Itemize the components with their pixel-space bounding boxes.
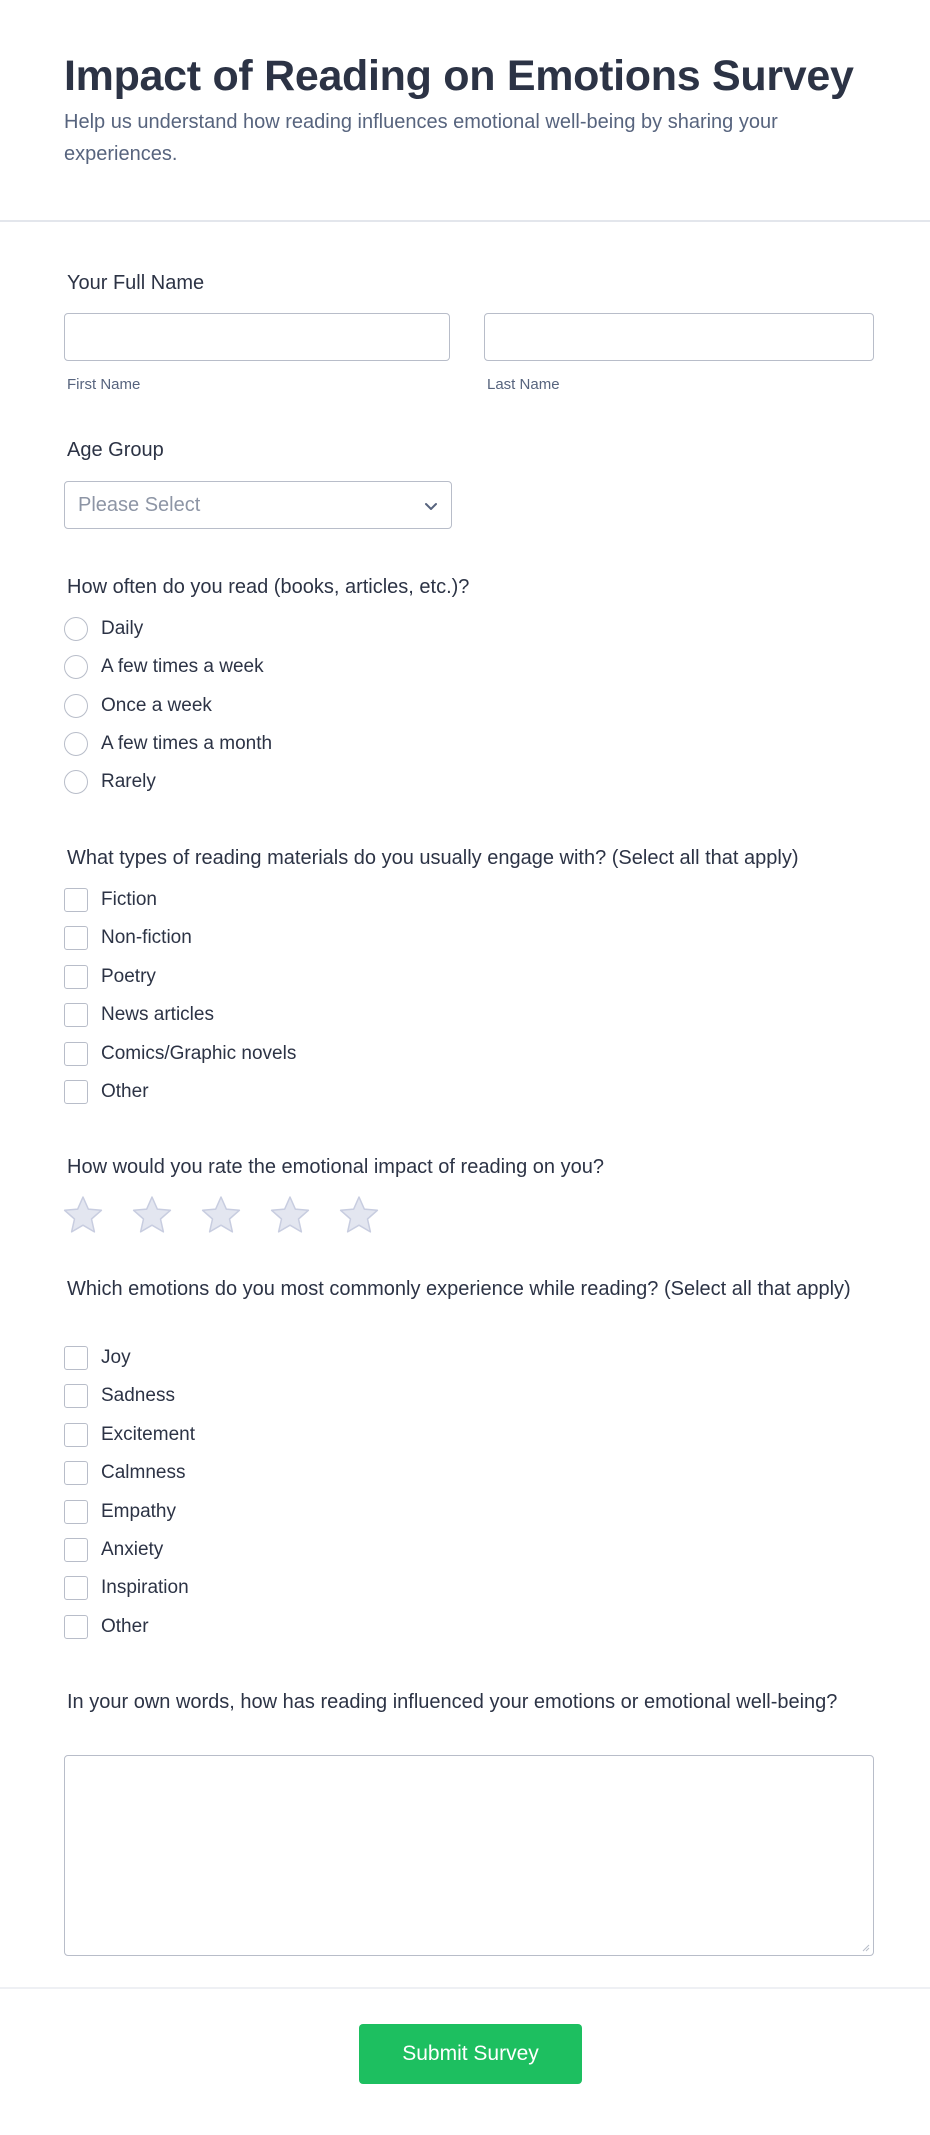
radio-button[interactable] xyxy=(64,770,88,794)
checkbox-option-label: Comics/Graphic novels xyxy=(101,1043,297,1064)
checkbox-option-label: News articles xyxy=(101,1004,214,1025)
checkbox[interactable] xyxy=(64,1080,88,1104)
checkbox[interactable] xyxy=(64,926,88,950)
checkbox-option-label: Joy xyxy=(101,1347,131,1368)
own-words-textarea[interactable] xyxy=(64,1755,874,1956)
checkbox[interactable] xyxy=(64,1615,88,1639)
checkbox[interactable] xyxy=(64,1576,88,1600)
chevron-down-icon xyxy=(423,498,439,514)
radio-button[interactable] xyxy=(64,655,88,679)
first-name-input[interactable] xyxy=(64,313,450,361)
emotions-label: Which emotions do you most commonly experience while reading? (Select all that apply) xyxy=(67,1278,851,1300)
checkbox-option-label: Other xyxy=(101,1081,149,1102)
checkbox[interactable] xyxy=(64,1042,88,1066)
radio-option-label: A few times a month xyxy=(101,733,273,754)
checkbox-option-label: Other xyxy=(101,1616,149,1637)
checkbox-option-label: Excitement xyxy=(101,1424,195,1445)
last-name-sublabel: Last Name xyxy=(487,376,560,393)
checkbox-option-label: Calmness xyxy=(101,1462,186,1483)
checkbox[interactable] xyxy=(64,1384,88,1408)
full-name-label: Your Full Name xyxy=(67,272,205,294)
checkbox[interactable] xyxy=(64,1346,88,1370)
footer-divider xyxy=(0,1987,930,1989)
age-group-label: Age Group xyxy=(67,439,164,461)
star-rating-1-icon[interactable] xyxy=(63,1195,103,1235)
checkbox-option-label: Sadness xyxy=(101,1385,175,1406)
form-header xyxy=(0,0,930,222)
star-rating-2-icon[interactable] xyxy=(132,1195,172,1235)
own-words-label: In your own words, how has reading influenced your emotions or emotional well-being? xyxy=(67,1691,838,1713)
last-name-input[interactable] xyxy=(484,313,874,361)
resize-handle-icon[interactable] xyxy=(860,1942,870,1952)
radio-option-label: Daily xyxy=(101,618,144,639)
form-title: Impact of Reading on Emotions Survey xyxy=(64,52,854,100)
age-group-selected-value: Please Select xyxy=(78,494,201,516)
radio-button[interactable] xyxy=(64,694,88,718)
checkbox[interactable] xyxy=(64,1538,88,1562)
checkbox[interactable] xyxy=(64,888,88,912)
star-rating-5-icon[interactable] xyxy=(339,1195,379,1235)
checkbox-option-label: Fiction xyxy=(101,889,157,910)
age-group-select[interactable] xyxy=(64,481,452,529)
reading-materials-label: What types of reading materials do you usually engage with? (Select all that apply) xyxy=(67,847,799,869)
checkbox-option-label: Poetry xyxy=(101,966,156,987)
radio-option-label: Rarely xyxy=(101,771,156,792)
emotional-impact-rating-label: How would you rate the emotional impact of reading on you? xyxy=(67,1156,604,1178)
reading-frequency-label: How often do you read (books, articles, etc.)? xyxy=(67,576,470,598)
checkbox[interactable] xyxy=(64,1500,88,1524)
checkbox[interactable] xyxy=(64,1423,88,1447)
star-rating-3-icon[interactable] xyxy=(201,1195,241,1235)
radio-option-label: A few times a week xyxy=(101,656,264,677)
checkbox[interactable] xyxy=(64,965,88,989)
radio-option-label: Once a week xyxy=(101,695,212,716)
star-rating-4-icon[interactable] xyxy=(270,1195,310,1235)
first-name-sublabel: First Name xyxy=(67,376,141,393)
radio-button[interactable] xyxy=(64,617,88,641)
checkbox[interactable] xyxy=(64,1461,88,1485)
submit-button[interactable]: Submit Survey xyxy=(359,2024,582,2084)
checkbox-option-label: Inspiration xyxy=(101,1577,189,1598)
checkbox-option-label: Anxiety xyxy=(101,1539,164,1560)
form-subtitle: Help us understand how reading influences emotional well-being by sharing your experiences. xyxy=(64,111,778,165)
radio-button[interactable] xyxy=(64,732,88,756)
checkbox-option-label: Empathy xyxy=(101,1501,176,1522)
checkbox[interactable] xyxy=(64,1003,88,1027)
checkbox-option-label: Non-fiction xyxy=(101,927,192,948)
